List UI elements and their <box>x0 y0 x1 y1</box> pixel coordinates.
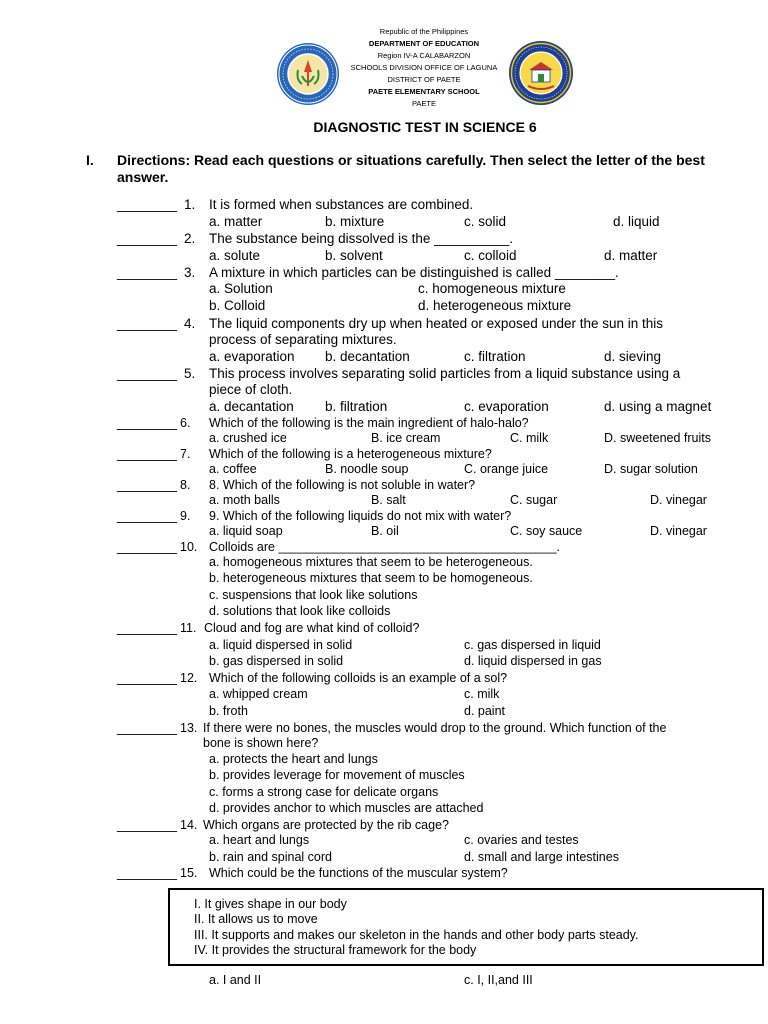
question-stem: A mixture in which particles can be distinguished is called ________. <box>209 265 619 280</box>
option: d. liquid <box>613 214 660 229</box>
header-town: PAETE <box>411 99 437 108</box>
option: C. orange juice <box>464 462 549 476</box>
option: B. noodle soup <box>325 462 409 476</box>
header-school: PAETE ELEMENTARY SCHOOL <box>368 87 480 96</box>
answer-blank[interactable]: ________ <box>117 415 178 430</box>
answer-blank[interactable]: ________ <box>117 197 178 212</box>
option: c. homogeneous mixture <box>418 281 566 296</box>
question-stem: The liquid components dry up when heated or exposed under the sun in this <box>209 316 664 331</box>
option: C. milk <box>510 431 549 445</box>
option: D. vinegar <box>650 493 707 507</box>
option: a. crushed ice <box>209 431 287 445</box>
section-number: I. <box>86 152 94 168</box>
option: b. gas dispersed in solid <box>209 654 344 668</box>
question-number: 5. <box>184 366 196 381</box>
question-number: 9. <box>180 509 191 523</box>
question-number: 7. <box>180 447 191 461</box>
question-stem: Colloids are ________________________________________. <box>209 540 561 554</box>
option: c. colloid <box>464 248 517 263</box>
answer-blank[interactable]: ________ <box>117 265 178 280</box>
option: a. Solution <box>209 281 273 296</box>
question-stem: Cloud and fog are what kind of colloid? <box>204 621 420 635</box>
answer-blank[interactable]: ________ <box>117 508 178 523</box>
answer-blank[interactable]: ________ <box>117 446 178 461</box>
answer-blank[interactable]: ________ <box>117 720 178 735</box>
question-stem: If there were no bones, the muscles would drop to the ground. Which function of the <box>203 721 667 735</box>
option: a. I and II <box>209 973 262 987</box>
option: C. sugar <box>510 493 558 507</box>
question-stem: process of separating mixtures. <box>209 332 397 347</box>
question-number: 11. <box>180 621 197 635</box>
header-division: SCHOOLS DIVISION OFFICE OF LAGUNA <box>350 63 498 72</box>
question-stem: It is formed when substances are combined. <box>209 197 474 212</box>
question-number: 13. <box>180 721 198 735</box>
question-stem: Which of the following is the main ingredient of halo-halo? <box>209 416 529 430</box>
option: c. gas dispersed in liquid <box>464 638 601 652</box>
option: D. vinegar <box>650 524 707 538</box>
answer-blank[interactable]: ________ <box>117 366 178 381</box>
question-number: 1. <box>184 197 196 212</box>
option: d. solutions that look like colloids <box>209 604 391 618</box>
question-stem: Which could be the functions of the muscular system? <box>209 866 508 880</box>
option: c. milk <box>464 687 500 701</box>
option: b. froth <box>209 704 248 718</box>
statement-4: IV. It provides the structural framework for the body <box>194 943 477 957</box>
question-number: 8. <box>180 478 191 492</box>
option: b. rain and spinal cord <box>209 850 332 864</box>
option: D. sugar solution <box>604 462 698 476</box>
question-number: 2. <box>184 231 196 246</box>
question-stem: Which of the following colloids is an example of a sol? <box>209 671 508 685</box>
question-stem: The substance being dissolved is the __________. <box>209 231 513 246</box>
option: c. evaporation <box>464 399 549 414</box>
answer-blank[interactable]: ________ <box>117 865 178 880</box>
option: d. liquid dispersed in gas <box>464 654 602 668</box>
answer-blank[interactable]: ________ <box>117 477 178 492</box>
option: a. coffee <box>209 462 257 476</box>
school-seal-icon <box>508 40 574 106</box>
header-republic: Republic of the Philippines <box>379 27 469 36</box>
option: d. sieving <box>604 349 662 364</box>
statement-2: II. It allows us to move <box>194 912 318 926</box>
statement-1: I. It gives shape in our body <box>194 897 347 911</box>
option: a. moth balls <box>209 493 280 507</box>
statements-box <box>168 888 764 966</box>
question-stem: 8. Which of the following is not soluble in water? <box>209 478 476 492</box>
header-department: DEPARTMENT OF EDUCATION <box>368 39 480 48</box>
option: b. solvent <box>325 248 383 263</box>
option: d. heterogeneous mixture <box>418 298 572 313</box>
option: b. filtration <box>325 399 388 414</box>
answer-blank[interactable]: ________ <box>117 316 178 331</box>
option: B. oil <box>371 524 399 538</box>
answer-blank[interactable]: ________ <box>117 817 178 832</box>
header-region: Region IV-A CALABARZON <box>377 51 471 60</box>
option: c. forms a strong case for delicate organs <box>209 785 439 799</box>
option: a. decantation <box>209 399 294 414</box>
option: B. salt <box>371 493 406 507</box>
option: c. solid <box>464 214 507 229</box>
question-number: 6. <box>180 416 191 430</box>
answer-blank[interactable]: ________ <box>117 539 178 554</box>
answer-blank[interactable]: ________ <box>117 670 178 685</box>
question-stem: This process involves separating solid particles from a liquid substance using a <box>209 366 681 381</box>
question-number: 3. <box>184 265 196 280</box>
question-number: 4. <box>184 316 196 331</box>
option: a. homogeneous mixtures that seem to be heterogeneous. <box>209 555 533 569</box>
question-number: 12. <box>180 671 198 685</box>
question-number: 15. <box>180 866 198 880</box>
option: d. provides anchor to which muscles are attached <box>209 801 484 815</box>
page-title: DIAGNOSTIC TEST IN SCIENCE 6 <box>313 119 537 135</box>
question-stem: 9. Which of the following liquids do not mix with water? <box>209 509 512 523</box>
question-stem: piece of cloth. <box>209 382 293 397</box>
answer-blank[interactable]: ________ <box>117 231 178 246</box>
option: a. solute <box>209 248 261 263</box>
question-number: 10. <box>180 540 198 554</box>
answer-blank[interactable]: ________ <box>117 620 178 635</box>
question-number: 14. <box>180 818 198 832</box>
directions-text: Directions: Read each questions or situations carefully. Then select the letter of the best answer. <box>117 152 705 185</box>
option: b. heterogeneous mixtures that seem to be homogeneous. <box>209 571 533 585</box>
option: a. heart and lungs <box>209 833 310 847</box>
option: c. filtration <box>464 349 526 364</box>
option: B. ice cream <box>371 431 441 445</box>
option: a. liquid soap <box>209 524 283 538</box>
option: a. protects the heart and lungs <box>209 752 378 766</box>
question-stem: bone is shown here? <box>203 736 319 750</box>
option: c. ovaries and testes <box>464 833 579 847</box>
division-seal-icon <box>276 42 340 106</box>
option: d. using a magnet <box>604 399 712 414</box>
option: d. paint <box>464 704 506 718</box>
option: D. sweetened fruits <box>604 431 711 445</box>
statement-3: III. It supports and makes our skeleton in the hands and other body parts steady. <box>194 928 639 942</box>
option: d. small and large intestines <box>464 850 619 864</box>
question-stem: Which organs are protected by the rib cage? <box>203 818 449 832</box>
option: a. liquid dispersed in solid <box>209 638 353 652</box>
option: C. soy sauce <box>510 524 583 538</box>
option: a. whipped cream <box>209 687 308 701</box>
option: b. provides leverage for movement of muscles <box>209 768 465 782</box>
option: c. I, II,and III <box>464 973 533 987</box>
option: d. matter <box>604 248 658 263</box>
option: c. suspensions that look like solutions <box>209 588 418 602</box>
option: a. evaporation <box>209 349 295 364</box>
option: a. matter <box>209 214 263 229</box>
option: b. Colloid <box>209 298 266 313</box>
question-stem: Which of the following is a heterogeneous mixture? <box>209 447 492 461</box>
option: b. mixture <box>325 214 385 229</box>
header-district: DISTRICT OF PAETE <box>387 75 461 84</box>
option: b. decantation <box>325 349 410 364</box>
